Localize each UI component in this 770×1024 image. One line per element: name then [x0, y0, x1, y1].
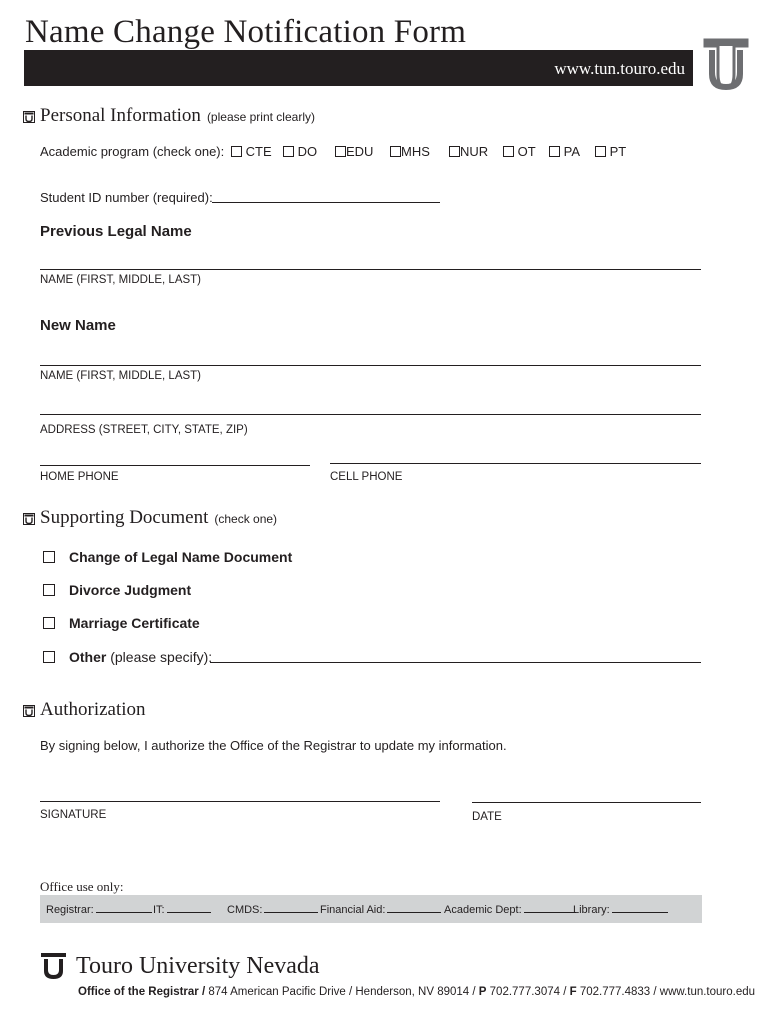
touro-t-icon [23, 111, 35, 123]
cell-phone-label: CELL PHONE [330, 471, 403, 483]
doc-option-divorce-judgment[interactable]: Divorce Judgment [43, 582, 191, 598]
office-field-financial-aid[interactable]: Financial Aid: [320, 903, 441, 916]
university-name: Touro University Nevada [76, 953, 320, 979]
website-url: www.tun.touro.edu [554, 59, 685, 78]
checkbox-icon[interactable] [449, 146, 460, 157]
previous-legal-name-heading: Previous Legal Name [40, 223, 192, 240]
home-phone-field[interactable] [40, 465, 310, 466]
office-field-academic-dept[interactable]: Academic Dept: [444, 903, 576, 916]
address-field[interactable] [40, 414, 701, 415]
checkbox-icon[interactable] [595, 146, 606, 157]
section-supporting-document [40, 507, 277, 529]
checkbox-icon[interactable] [231, 146, 242, 157]
touro-t-icon [23, 705, 35, 717]
section-title: Supporting Document [40, 507, 209, 528]
touro-logo-icon [41, 953, 66, 979]
program-option-nur[interactable]: NUR [449, 144, 488, 159]
section-subtitle: (please print clearly) [206, 110, 315, 124]
checkbox-icon[interactable] [43, 617, 55, 629]
signature-field[interactable] [40, 801, 440, 802]
home-phone-label: HOME PHONE [40, 471, 119, 483]
program-option-pa[interactable]: PA [549, 144, 580, 159]
program-option-cte[interactable]: CTE [231, 144, 272, 159]
office-use-bar [40, 895, 702, 923]
student-id-field[interactable] [212, 202, 440, 203]
checkbox-icon[interactable] [283, 146, 294, 157]
doc-option-marriage-certificate[interactable]: Marriage Certificate [43, 615, 200, 631]
office-field-registrar[interactable]: Registrar: [46, 903, 152, 916]
authorization-text: By signing below, I authorize the Office of the Registrar to update my information. [40, 738, 507, 753]
office-field-cmds[interactable]: CMDS: [227, 903, 318, 916]
new-name-field[interactable] [40, 365, 701, 366]
office-field-it[interactable]: IT: [153, 903, 211, 916]
doc-option-legal-name-change[interactable]: Change of Legal Name Document [43, 549, 292, 565]
section-subtitle: (check one) [214, 512, 278, 526]
section-personal-information [40, 105, 315, 127]
date-field[interactable] [472, 802, 701, 803]
new-name-label: NAME (FIRST, MIDDLE, LAST) [40, 370, 202, 382]
program-option-ot[interactable]: OT [503, 144, 536, 159]
program-option-pt[interactable]: PT [595, 144, 626, 159]
program-option-mhs[interactable]: MHS [390, 144, 430, 159]
section-title: Personal Information [40, 105, 201, 126]
footer-contact: Office of the Registrar / 874 American Pacific Drive / Henderson, NV 89014 / P 702.777.3074 / F 702.777.4833 / www.tun.touro.edu [78, 986, 756, 998]
header-banner [24, 50, 693, 86]
checkbox-icon[interactable] [43, 651, 55, 663]
address-label: ADDRESS (STREET, CITY, STATE, ZIP) [40, 424, 248, 436]
checkbox-icon[interactable] [503, 146, 514, 157]
doc-option-other[interactable]: Other (please specify): [43, 649, 212, 665]
checkbox-icon[interactable] [549, 146, 560, 157]
cell-phone-field[interactable] [330, 463, 701, 464]
program-option-do[interactable]: DO [283, 144, 317, 159]
checkbox-icon[interactable] [43, 551, 55, 563]
section-authorization: Authorization [40, 699, 146, 720]
form-title: Name Change Notification Form [25, 14, 467, 50]
previous-name-label: NAME (FIRST, MIDDLE, LAST) [40, 274, 202, 286]
touro-logo-icon [703, 38, 749, 90]
checkbox-icon[interactable] [335, 146, 346, 157]
date-label: DATE [472, 811, 502, 823]
program-option-edu[interactable]: EDU [335, 144, 373, 159]
checkbox-icon[interactable] [43, 584, 55, 596]
office-field-library[interactable]: Library: [573, 903, 668, 916]
other-specify-field[interactable] [210, 662, 701, 663]
office-use-title: Office use only: [40, 879, 124, 894]
checkbox-icon[interactable] [390, 146, 401, 157]
student-id-label: Student ID number (required): [40, 190, 213, 205]
touro-t-icon [23, 513, 35, 525]
signature-label: SIGNATURE [40, 809, 107, 821]
program-label: Academic program (check one): [40, 144, 225, 159]
new-name-heading: New Name [40, 317, 116, 334]
previous-name-field[interactable] [40, 269, 701, 270]
